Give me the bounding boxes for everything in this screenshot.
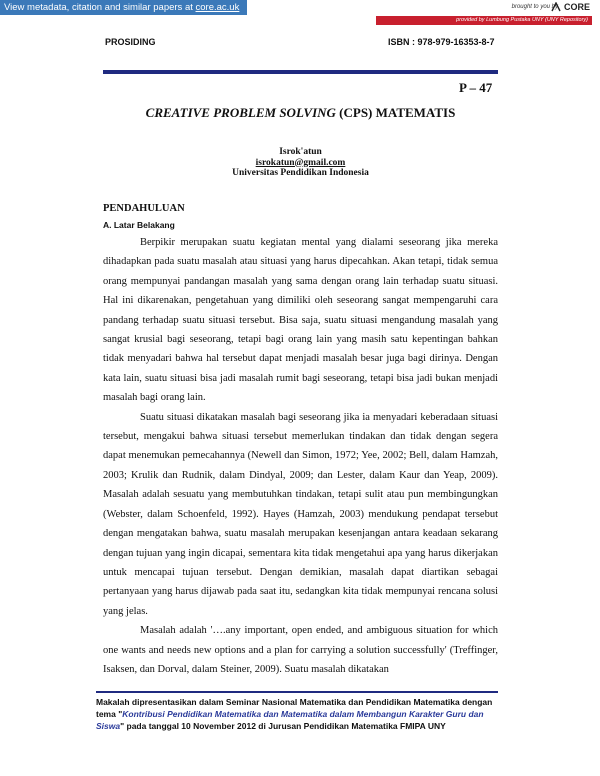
paragraph-1: Berpikir merupakan suatu kegiatan mental yang dialami seseorang jika mereka dihadapkan pada suatu masalah atau situasi yang harus dipecahkan. Akan tetapi, tidak semua orang mempunyai pandangan masalah yang sama dengan orang lain terhadap suatu situasi. Hal ini dikarenakan, pengetahuan yang dimiliki oleh seseorang sangat mempengaruhi cara pandang terhadap suatu situasi tersebut. Bisa saja, suatu situasi mengandung masalah yang sangat krusial bagi seseorang, tetapi bagi orang lain yang masih satu kepentingan bahkan tidak menyadari bahwa hal tersebut dapat menjadi masalah besar juga bagi dirinya. Dengan kata lain, suatu situasi bisa jadi masalah rumit bagi seseorang, tetapi bisa jadi bukan menjadi masalah bagi orang lain. (103, 237, 498, 404)
footnote-line1: Makalah dipresentasikan dalam Seminar Nasional Matematika dan Pendidikan Matematika (96, 697, 460, 707)
body-text (103, 233, 498, 679)
author-name: Isrok'atun (279, 147, 322, 157)
paragraph-3: Masalah adalah '….any important, open ended, and ambiguous situation for which one wants and needs new options and a plan for carrying a solution successfully' (Treffinger, Isaksen, dan Dorval, dalam Steiner, 2009). Suatu masalah dikatakan (103, 625, 498, 675)
core-logo-text: CORE (563, 2, 590, 12)
running-header-isbn: ISBN : 978-979-16353-8-7 (388, 37, 495, 47)
core-domain-link[interactable]: core.ac.uk (195, 2, 240, 13)
core-metadata-link[interactable]: View metadata, citation and similar papers at core.ac.uk (0, 0, 247, 15)
brought-by-text: brought to you by (511, 4, 558, 10)
author-affiliation: Universitas Pendidikan Indonesia (232, 168, 369, 178)
core-logo-icon (551, 2, 561, 12)
footnote-theme: Kontribusi Pendidikan Matematika dan Matematika dalam Membangun Karakter Guru dan Siswa (96, 709, 484, 731)
page-number: P – 47 (459, 80, 493, 95)
title-italic: CREATIVE PROBLEM SOLVING (145, 105, 336, 120)
core-logo[interactable] (551, 2, 590, 12)
author-email[interactable]: isrokatun@gmail.com (255, 157, 346, 168)
running-header-left: PROSIDING (105, 37, 156, 47)
subsection-heading: A. Latar Belakang (103, 220, 175, 230)
footnote (96, 691, 498, 732)
paragraph-2: Suatu situasi dikatakan masalah bagi seseorang jika ia menyadari keberadaan situasi tersebut, mengakui bahwa situasi tersebut memerlukan tindakan dan tidak dengan segera dapat menemukan pemecahannya (Newell dan Simon, 1972; Yee, 2002; Bell, dalam Hamzah, 2003; Krulik dan Rudnik, dalam Dindyal, 2009; dan Lester, dalam Kaur dan Yeap, 2009). Masalah adalah sesuatu yang membutuhkan tindakan, tetapi sulit atau pun membingungkan (Webster, dalam Schoenfeld, 1992). Hayes (Hamzah, 2003) mendukung pendapat tersebut dengan mengatakan bahwa, suatu masalah merupakan kesenjangan antara keadaan sekarang dengan tujuan yang ingin dicapai, sementara kita tidak mengetahui apa yang harus dikerjakan untuk mencapai tujuan tersebut. Dengan demikian, masalah dapat diartikan sebagai pertanyaan yang harus dijawab pada saat itu, sedangkan kita tidak mempunyai rencana solusi yang jelas. (103, 411, 498, 617)
author-block (103, 147, 498, 179)
paper-title (103, 105, 498, 121)
footnote-prefix: dengan tema " (96, 697, 493, 719)
footnote-suffix: " pada tanggal 10 November 2012 di Jurusan Pendidikan Matematika FMIPA UNY (120, 721, 446, 731)
section-heading: PENDAHULUAN (103, 203, 185, 214)
provided-by-link[interactable]: provided by Lumbung Pustaka UNY (UNY Repository) (376, 16, 592, 25)
core-banner (0, 0, 600, 26)
title-rest: (CPS) MATEMATIS (335, 105, 456, 120)
header-rule (103, 70, 498, 74)
